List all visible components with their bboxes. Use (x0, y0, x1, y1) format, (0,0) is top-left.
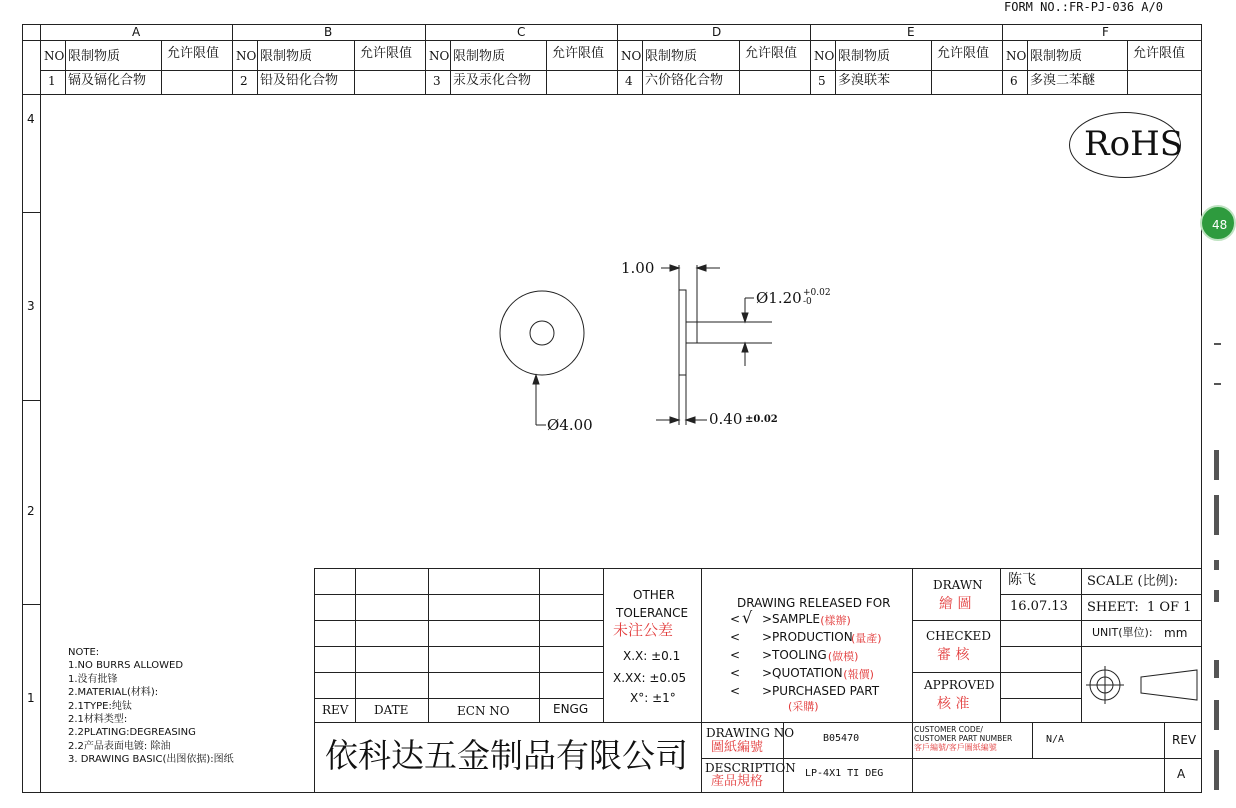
release-option-close: > (762, 684, 773, 698)
release-option-open: < (730, 630, 741, 644)
zone-col-d: D (712, 25, 722, 39)
release-option-close: > (762, 612, 773, 626)
zone-col-b: B (324, 25, 333, 39)
unit-label: UNIT(單位): (1092, 626, 1153, 639)
release-option-close: > (762, 648, 773, 662)
release-option-close: > (762, 630, 773, 644)
customer-label-cn: 客戶編號/客戶圖紙編號 (914, 743, 997, 752)
edge-glyph (1214, 495, 1219, 535)
description-label: DESCRIPTION (705, 761, 796, 775)
restricted-no-header: NO (1006, 49, 1027, 63)
restricted-no-header: NO (44, 49, 65, 63)
engg-header: ENGG (553, 702, 589, 716)
customer-value: N/A (1046, 734, 1065, 745)
restricted-no-header: NO (814, 49, 835, 63)
note-line: 2.2PLATING:DEGREASING (68, 727, 196, 739)
drawn-by: 陈飞 (1008, 572, 1036, 588)
release-option-label: PURCHASED PART (772, 684, 880, 698)
tolerance-title-1: OTHER (633, 588, 675, 602)
release-option-cn: (采購) (788, 700, 819, 713)
drawn-label-cn: 繪 圖 (939, 596, 972, 612)
drawn-date: 16.07.13 (1010, 599, 1068, 614)
date-header: DATE (374, 703, 409, 717)
tolerance-title-2: TOLERANCE (616, 606, 689, 620)
tb-line (1081, 594, 1202, 595)
approved-label-cn: 核 准 (937, 696, 970, 712)
release-option-close: > (762, 666, 773, 680)
tb-line (1000, 594, 1081, 595)
tb-line (1164, 722, 1165, 792)
dim-flange-diameter: Ø4.00 (547, 416, 593, 434)
company-name: 依科达五金制品有限公司 (325, 736, 688, 775)
notes (68, 646, 234, 767)
restricted-item-no: 4 (625, 74, 633, 88)
rev-value: A (1177, 767, 1186, 781)
rev-header: REV (322, 703, 349, 717)
tb-line (314, 594, 603, 595)
tb-line (539, 568, 540, 722)
projection-symbol (1083, 660, 1203, 710)
edge-glyph (1214, 660, 1219, 678)
tb-line (912, 672, 1000, 673)
form-number: FORM NO.:FR-PJ-036 A/0 (1004, 0, 1163, 14)
restricted-substance-header: 限制物质 (838, 49, 891, 64)
release-option-open: < (730, 684, 741, 698)
note-line: 3. DRAWING BASIC(出图依据):图纸 (68, 754, 234, 766)
tb-line (1081, 568, 1082, 722)
release-option-cn: (做模) (827, 650, 859, 663)
description-label-cn: 產品規格 (711, 774, 764, 789)
zone-row-1: 1 (27, 691, 35, 705)
release-option-cn: (報價) (843, 668, 874, 681)
restricted-limit-header: 允许限值 (937, 46, 990, 61)
restricted-no-header: NO (621, 49, 642, 63)
zone-row-4: 4 (27, 112, 35, 126)
edge-glyph (1214, 560, 1219, 570)
restricted-no-header: NO (429, 49, 450, 63)
restricted-substance-header: 限制物质 (1030, 49, 1083, 64)
restricted-item-name: 六价铬化合物 (645, 73, 724, 88)
restricted-item-no: 5 (818, 74, 826, 88)
restricted-substance-header: 限制物质 (260, 49, 313, 64)
dimension-lines (533, 265, 754, 428)
note-line: 1.没有批锋 (68, 673, 118, 685)
restricted-item-name: 多溴二苯醚 (1030, 73, 1096, 88)
drawing-no-label: DRAWING NO (706, 726, 795, 740)
front-view (500, 291, 584, 375)
tb-line (314, 672, 603, 673)
restricted-limit-header: 允许限值 (360, 46, 413, 61)
zone-col-f: F (1102, 25, 1109, 39)
tb-line (1081, 620, 1202, 621)
note-line: 2.2产品表面电镀: 除油 (68, 740, 171, 752)
dim-shank-diameter: Ø1.20 (756, 289, 802, 307)
restricted-item-name: 汞及汞化合物 (453, 73, 532, 88)
dim-shank-tol-upper: +0.02 (803, 288, 831, 298)
drawn-label: DRAWN (933, 578, 983, 592)
note-line: 2.MATERIAL(材料): (68, 687, 159, 699)
tb-line (314, 568, 1202, 569)
zone-col-c: C (517, 25, 526, 39)
zone-row-2: 2 (27, 504, 35, 518)
drawing-no-label-cn: 圖紙編號 (711, 740, 764, 755)
release-option-label: PRODUCTION (772, 630, 853, 644)
dim-flange-thickness-tol: ±0.02 (745, 414, 778, 425)
restricted-substance-header: 限制物质 (68, 49, 121, 64)
release-option-check: √ (742, 608, 753, 627)
restricted-substance-header: 限制物质 (453, 49, 506, 64)
tb-line (314, 646, 603, 647)
zone-col-a: A (132, 25, 141, 39)
tb-line (314, 722, 1202, 723)
edge-glyph (1214, 750, 1219, 790)
description-value: LP-4X1 TI DEG (805, 768, 884, 779)
tb-line (912, 620, 1081, 621)
notes-title: NOTE: (68, 647, 100, 658)
zone-row-3: 3 (27, 299, 35, 313)
tb-line (701, 758, 1202, 759)
release-option-open: < (730, 648, 741, 662)
tolerance-xx: X.XX: ±0.05 (613, 671, 687, 685)
restricted-item-no: 3 (433, 74, 441, 88)
edge-glyph (1214, 343, 1221, 345)
restricted-limit-header: 允许限值 (552, 46, 605, 61)
restricted-no-header: NO (236, 49, 257, 63)
note-line: 2.1TYPE:纯钛 (68, 700, 132, 712)
edge-glyph (1214, 383, 1221, 385)
release-option-cn: (量產) (851, 632, 882, 645)
dim-shank-tol-lower: -0 (803, 297, 812, 307)
tb-line (355, 568, 356, 722)
tb-line (1000, 672, 1081, 673)
restricted-limit-header: 允许限值 (745, 46, 798, 61)
restricted-item-name: 镉及镉化合物 (68, 73, 147, 88)
sheet-label: SHEET: (1087, 600, 1139, 615)
release-option-label: SAMPLE (772, 612, 820, 626)
release-option-label: TOOLING (772, 648, 827, 662)
sheet-value: 1 OF 1 (1147, 600, 1192, 615)
note-line: 2.1材料类型: (68, 714, 128, 726)
restricted-substance-header: 限制物质 (645, 49, 698, 64)
rev-right-label: REV (1172, 733, 1197, 747)
note-line: 1.NO BURRS ALLOWED (68, 660, 184, 672)
checked-label: CHECKED (926, 629, 991, 643)
tolerance-cn: 未注公差 (613, 621, 674, 639)
restricted-limit-header: 允许限值 (1133, 46, 1186, 61)
edge-glyph (1214, 700, 1219, 730)
unit-value: mm (1164, 626, 1188, 640)
customer-label-1: CUSTOMER CODE/ (914, 725, 983, 734)
restricted-item-no: 2 (240, 74, 248, 88)
customer-label-2: CUSTOMER PART NUMBER (914, 734, 1013, 743)
edge-glyph (1214, 450, 1219, 480)
zone-col-e: E (907, 25, 915, 39)
dim-length: 1.00 (621, 259, 655, 277)
dim-flange-thickness: 0.40 (709, 410, 743, 428)
tb-line (1000, 646, 1202, 647)
release-option-label: QUOTATION (772, 666, 843, 680)
tolerance-x: X.X: ±0.1 (623, 649, 681, 663)
tb-line (314, 620, 603, 621)
release-option-cn: (樣辦) (820, 614, 851, 627)
tb-line (1000, 698, 1081, 699)
drawing-no: B05470 (823, 733, 860, 744)
tb-line (1032, 722, 1033, 758)
edge-glyph (1214, 590, 1219, 602)
scale-label: SCALE (比例): (1087, 574, 1179, 589)
ecn-header: ECN NO (457, 704, 510, 718)
tolerance-angle: X°: ±1° (630, 691, 676, 705)
checked-label-cn: 審 核 (937, 647, 970, 663)
restricted-item-name: 多溴联苯 (838, 73, 891, 88)
tb-line (314, 568, 315, 792)
restricted-limit-header: 允许限值 (167, 46, 220, 61)
tb-line (603, 568, 604, 722)
restricted-item-no: 1 (48, 74, 56, 88)
release-title: DRAWING RELEASED FOR (737, 596, 891, 610)
tb-line (314, 698, 603, 699)
rohs-text: RoHS (1084, 124, 1184, 164)
approved-label: APPROVED (924, 678, 995, 692)
page-badge[interactable]: 48 (1200, 205, 1236, 241)
restricted-item-no: 6 (1010, 74, 1018, 88)
release-option-open: < (730, 612, 741, 626)
restricted-item-name: 铅及铅化合物 (260, 73, 339, 88)
tb-line (428, 568, 429, 722)
release-option-open: < (730, 666, 741, 680)
